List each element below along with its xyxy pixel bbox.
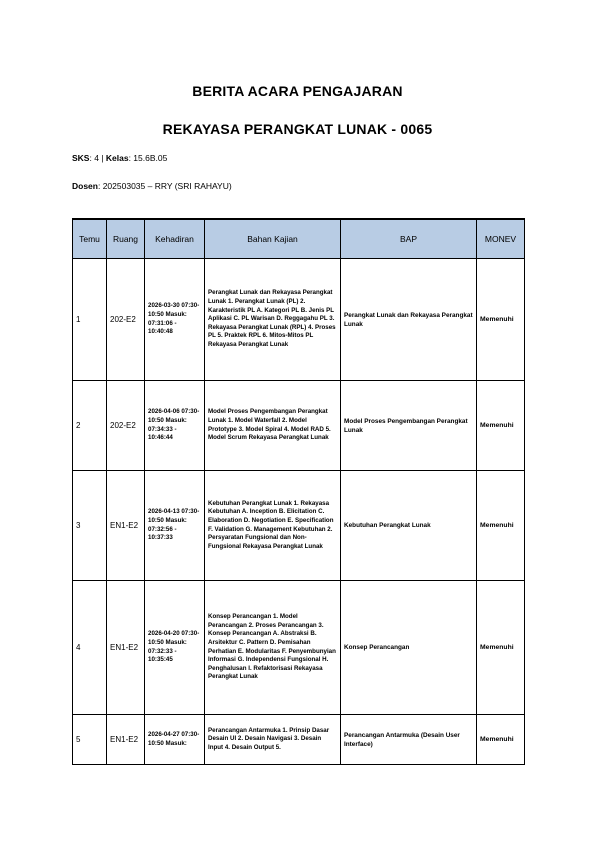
- dosen-label: Dosen: [72, 181, 98, 191]
- dosen-value: : 202503035 – RRY (SRI RAHAYU): [97, 181, 232, 191]
- dosen-line: [72, 181, 232, 191]
- course-title: REKAYASA PERANGKAT LUNAK - 0065: [162, 121, 433, 137]
- cell-bahan-kajian: Perangkat Lunak dan Rekayasa Perangkat Lunak 1. Perangkat Lunak (PL) 2. Karakteristik PL A. Kategori PL B. Jenis PL Aplikasi C. PL Warisan D. Reggagahu PL 3. Rekayasa Perangkat Lunak (RPL) 4. Proses PL 5. Praktek RPL 6. Mitos-Mitos PL Rekayasa Perangkat Lunak: [205, 259, 341, 381]
- table-row: [73, 259, 525, 381]
- cell-temu: 4: [73, 581, 107, 715]
- kelas-value: : 15.6B.05: [128, 153, 168, 163]
- cell-monev: Memenuhi: [477, 581, 525, 715]
- cell-temu: 2: [73, 381, 107, 471]
- cell-monev: Memenuhi: [477, 471, 525, 581]
- cell-temu: 3: [73, 471, 107, 581]
- cell-ruang: EN1-E2: [107, 715, 145, 765]
- cell-kehadiran: 2026-04-20 07:30-10:50 Masuk: 07:32:33 - 10:35:45: [145, 581, 205, 715]
- sks-label: SKS: [72, 153, 90, 163]
- table-row: [73, 381, 525, 471]
- header-bahan-kajian: Bahan Kajian: [205, 219, 341, 259]
- table-row: [73, 471, 525, 581]
- cell-ruang: 202-E2: [107, 381, 145, 471]
- table-row: [73, 715, 525, 765]
- sks-kelas-line: [72, 153, 167, 163]
- header-ruang: Ruang: [107, 219, 145, 259]
- teaching-record-table: [72, 218, 525, 765]
- cell-bahan-kajian: Kebutuhan Perangkat Lunak 1. Rekayasa Kebutuhan A. Inception B. Elicitation C. Elaboration D. Negotiation E. Specification F. Validation G. Management Kebutuhan 2. Persyaratan Fungsional dan Non-Fungsional Rekayasa Perangkat Lunak: [205, 471, 341, 581]
- cell-kehadiran: 2026-04-06 07:30-10:50 Masuk: 07:34:33 - 10:46:44: [145, 381, 205, 471]
- cell-bahan-kajian: Perancangan Antarmuka 1. Prinsip Dasar Desain UI 2. Desain Navigasi 3. Desain Input 4. Desain Output 5.: [205, 715, 341, 765]
- table-row: [73, 581, 525, 715]
- cell-temu: 5: [73, 715, 107, 765]
- cell-monev: Memenuhi: [477, 381, 525, 471]
- header-temu: Temu: [73, 219, 107, 259]
- header-kehadiran: Kehadiran: [145, 219, 205, 259]
- cell-kehadiran: 2026-04-27 07:30-10:50 Masuk:: [145, 715, 205, 765]
- cell-bap: Konsep Perancangan: [341, 581, 477, 715]
- table-header-row: [73, 219, 525, 259]
- document-title: BERITA ACARA PENGAJARAN: [192, 83, 403, 99]
- cell-kehadiran: 2026-03-30 07:30-10:50 Masuk: 07:31:06 - 10:40:48: [145, 259, 205, 381]
- cell-bahan-kajian: Konsep Perancangan 1. Model Perancangan 2. Proses Perancangan 3. Konsep Perancangan A. Abstraksi B. Arsitektur C. Pattern D. Pemisahan Perhatian E. Modularitas F. Penyembunyian Informasi G. Independensi Fungsional H. Penghalusan I. Refaktorisasi Rekayasa Perangkat Lunak: [205, 581, 341, 715]
- kelas-label: Kelas: [105, 153, 129, 163]
- header-bap: BAP: [341, 219, 477, 259]
- header-monev: MONEV: [477, 219, 525, 259]
- cell-ruang: 202-E2: [107, 259, 145, 381]
- sks-value: : 4 |: [89, 153, 106, 163]
- cell-temu: 1: [73, 259, 107, 381]
- cell-bahan-kajian: Model Proses Pengembangan Perangkat Lunak 1. Model Waterfall 2. Model Prototype 3. Model Spiral 4. Model RAD 5. Model Scrum Rekayasa Perangkat Lunak: [205, 381, 341, 471]
- cell-bap: Model Proses Pengembangan Perangkat Lunak: [341, 381, 477, 471]
- cell-bap: Perangkat Lunak dan Rekayasa Perangkat Lunak: [341, 259, 477, 381]
- cell-ruang: EN1-E2: [107, 581, 145, 715]
- cell-monev: Memenuhi: [477, 259, 525, 381]
- cell-bap: Perancangan Antarmuka (Desain User Interface): [341, 715, 477, 765]
- cell-bap: Kebutuhan Perangkat Lunak: [341, 471, 477, 581]
- cell-monev: Memenuhi: [477, 715, 525, 765]
- cell-ruang: EN1-E2: [107, 471, 145, 581]
- cell-kehadiran: 2026-04-13 07:30-10:50 Masuk: 07:32:56 - 10:37:33: [145, 471, 205, 581]
